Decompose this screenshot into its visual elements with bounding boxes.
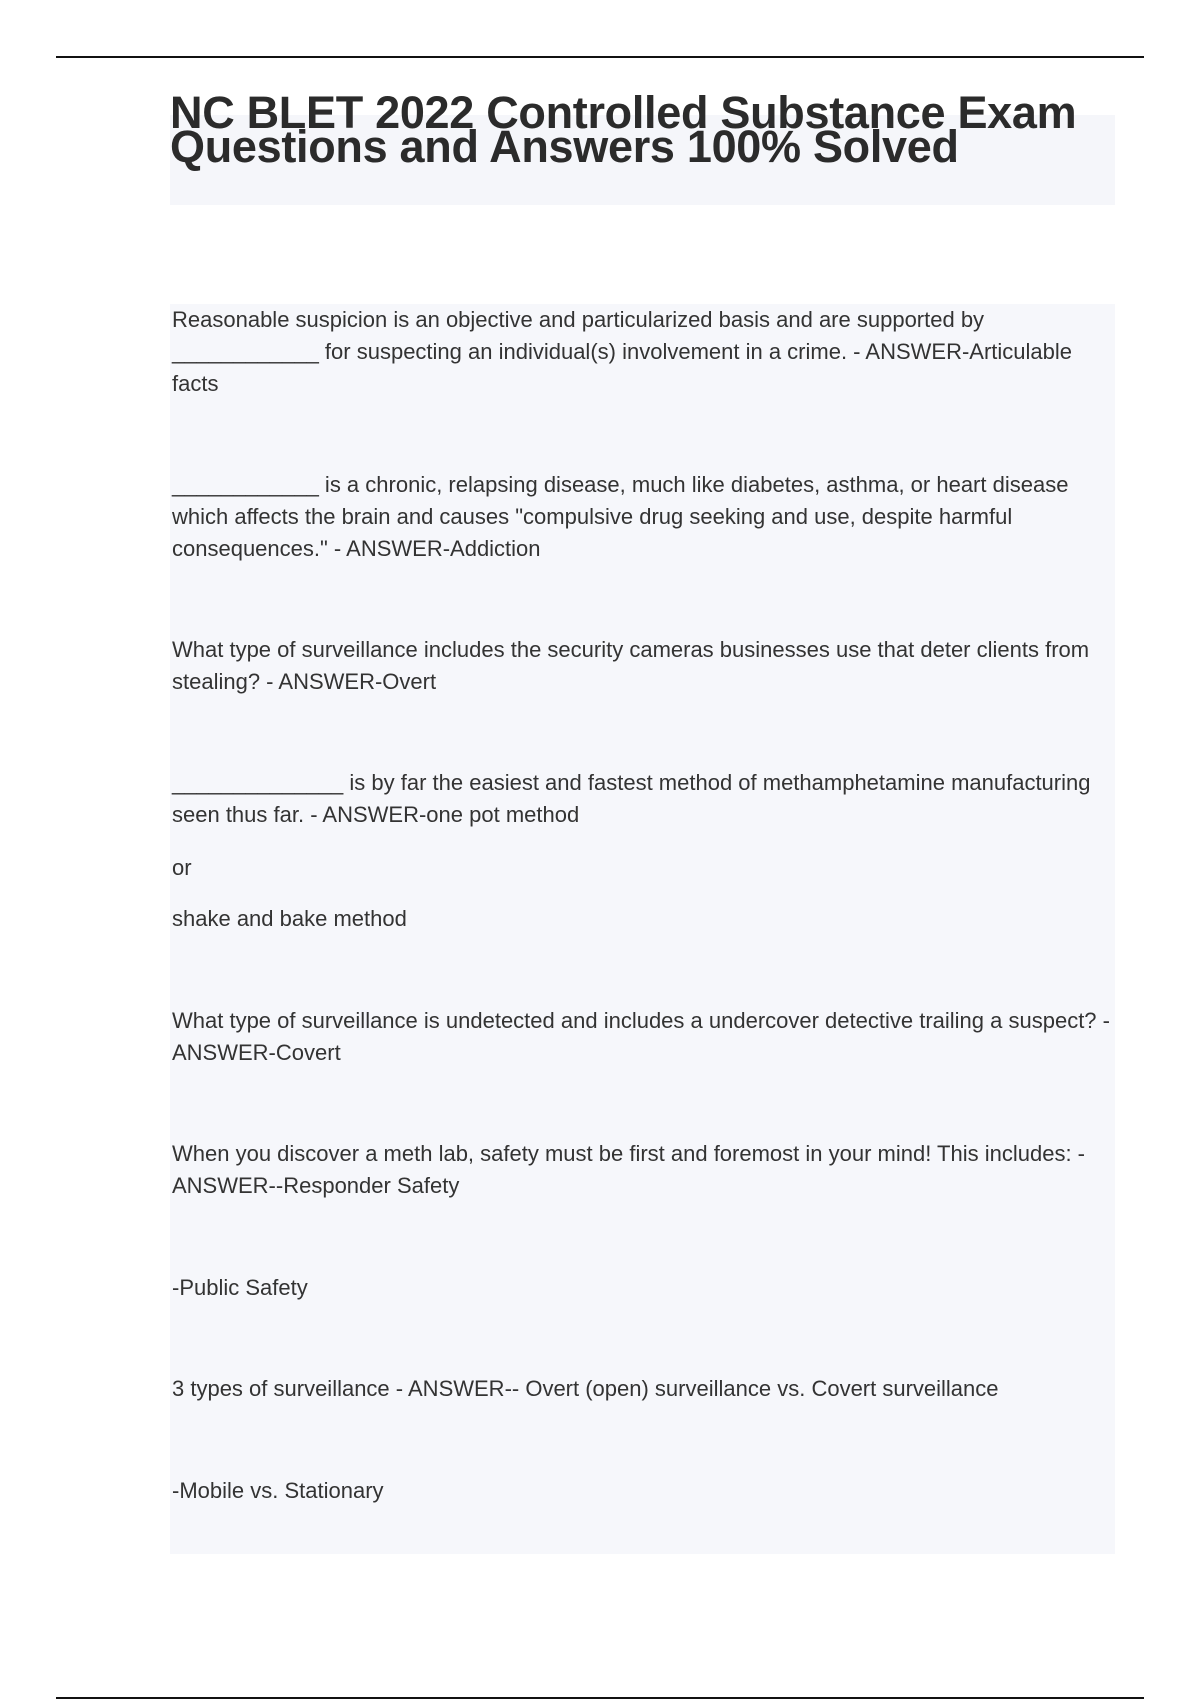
qa-item-2: ____________ is a chronic, relapsing disease, much like diabetes, asthma, or heart disease which affects the brain and causes "compulsive drug seeking and use, despite harmful consequences." - ANSWER-Addiction bbox=[172, 472, 1069, 561]
qa-item-1: Reasonable suspicion is an objective and particularized basis and are supported by ____________ for suspecting an individual(s) involvement in a crime. - ANSWER-Articulable facts bbox=[172, 307, 1073, 396]
bottom-rule bbox=[56, 1697, 1144, 1699]
qa-item-5: What type of surveillance is undetected and includes a undercover detective trailing a suspect? - ANSWER-Covert bbox=[172, 1008, 1110, 1065]
qa-item-6: When you discover a meth lab, safety must be first and foremost in your mind! This includes: - ANSWER--Responder Safety bbox=[172, 1141, 1085, 1198]
page-title: NC BLET 2022 Controlled Substance Exam Questions and Answers 100% Solved bbox=[170, 87, 1077, 172]
qa-item-7: 3 types of surveillance - ANSWER-- Overt (open) surveillance vs. Covert surveillance bbox=[172, 1376, 999, 1401]
qa-item-3: What type of surveillance includes the security cameras businesses use that deter clients from stealing? - ANSWER-Overt bbox=[172, 637, 1090, 694]
top-rule bbox=[56, 56, 1144, 58]
qa-item-7-cont: -Mobile vs. Stationary bbox=[172, 1478, 384, 1503]
qa-item-4-alt: shake and bake method bbox=[172, 906, 407, 931]
qa-item-6-cont: -Public Safety bbox=[172, 1275, 308, 1300]
qa-item-4-or: or bbox=[172, 855, 192, 880]
qa-item-4: ______________ is by far the easiest and fastest method of methamphetamine manufacturing seen thus far. - ANSWER-one pot method bbox=[172, 770, 1091, 827]
